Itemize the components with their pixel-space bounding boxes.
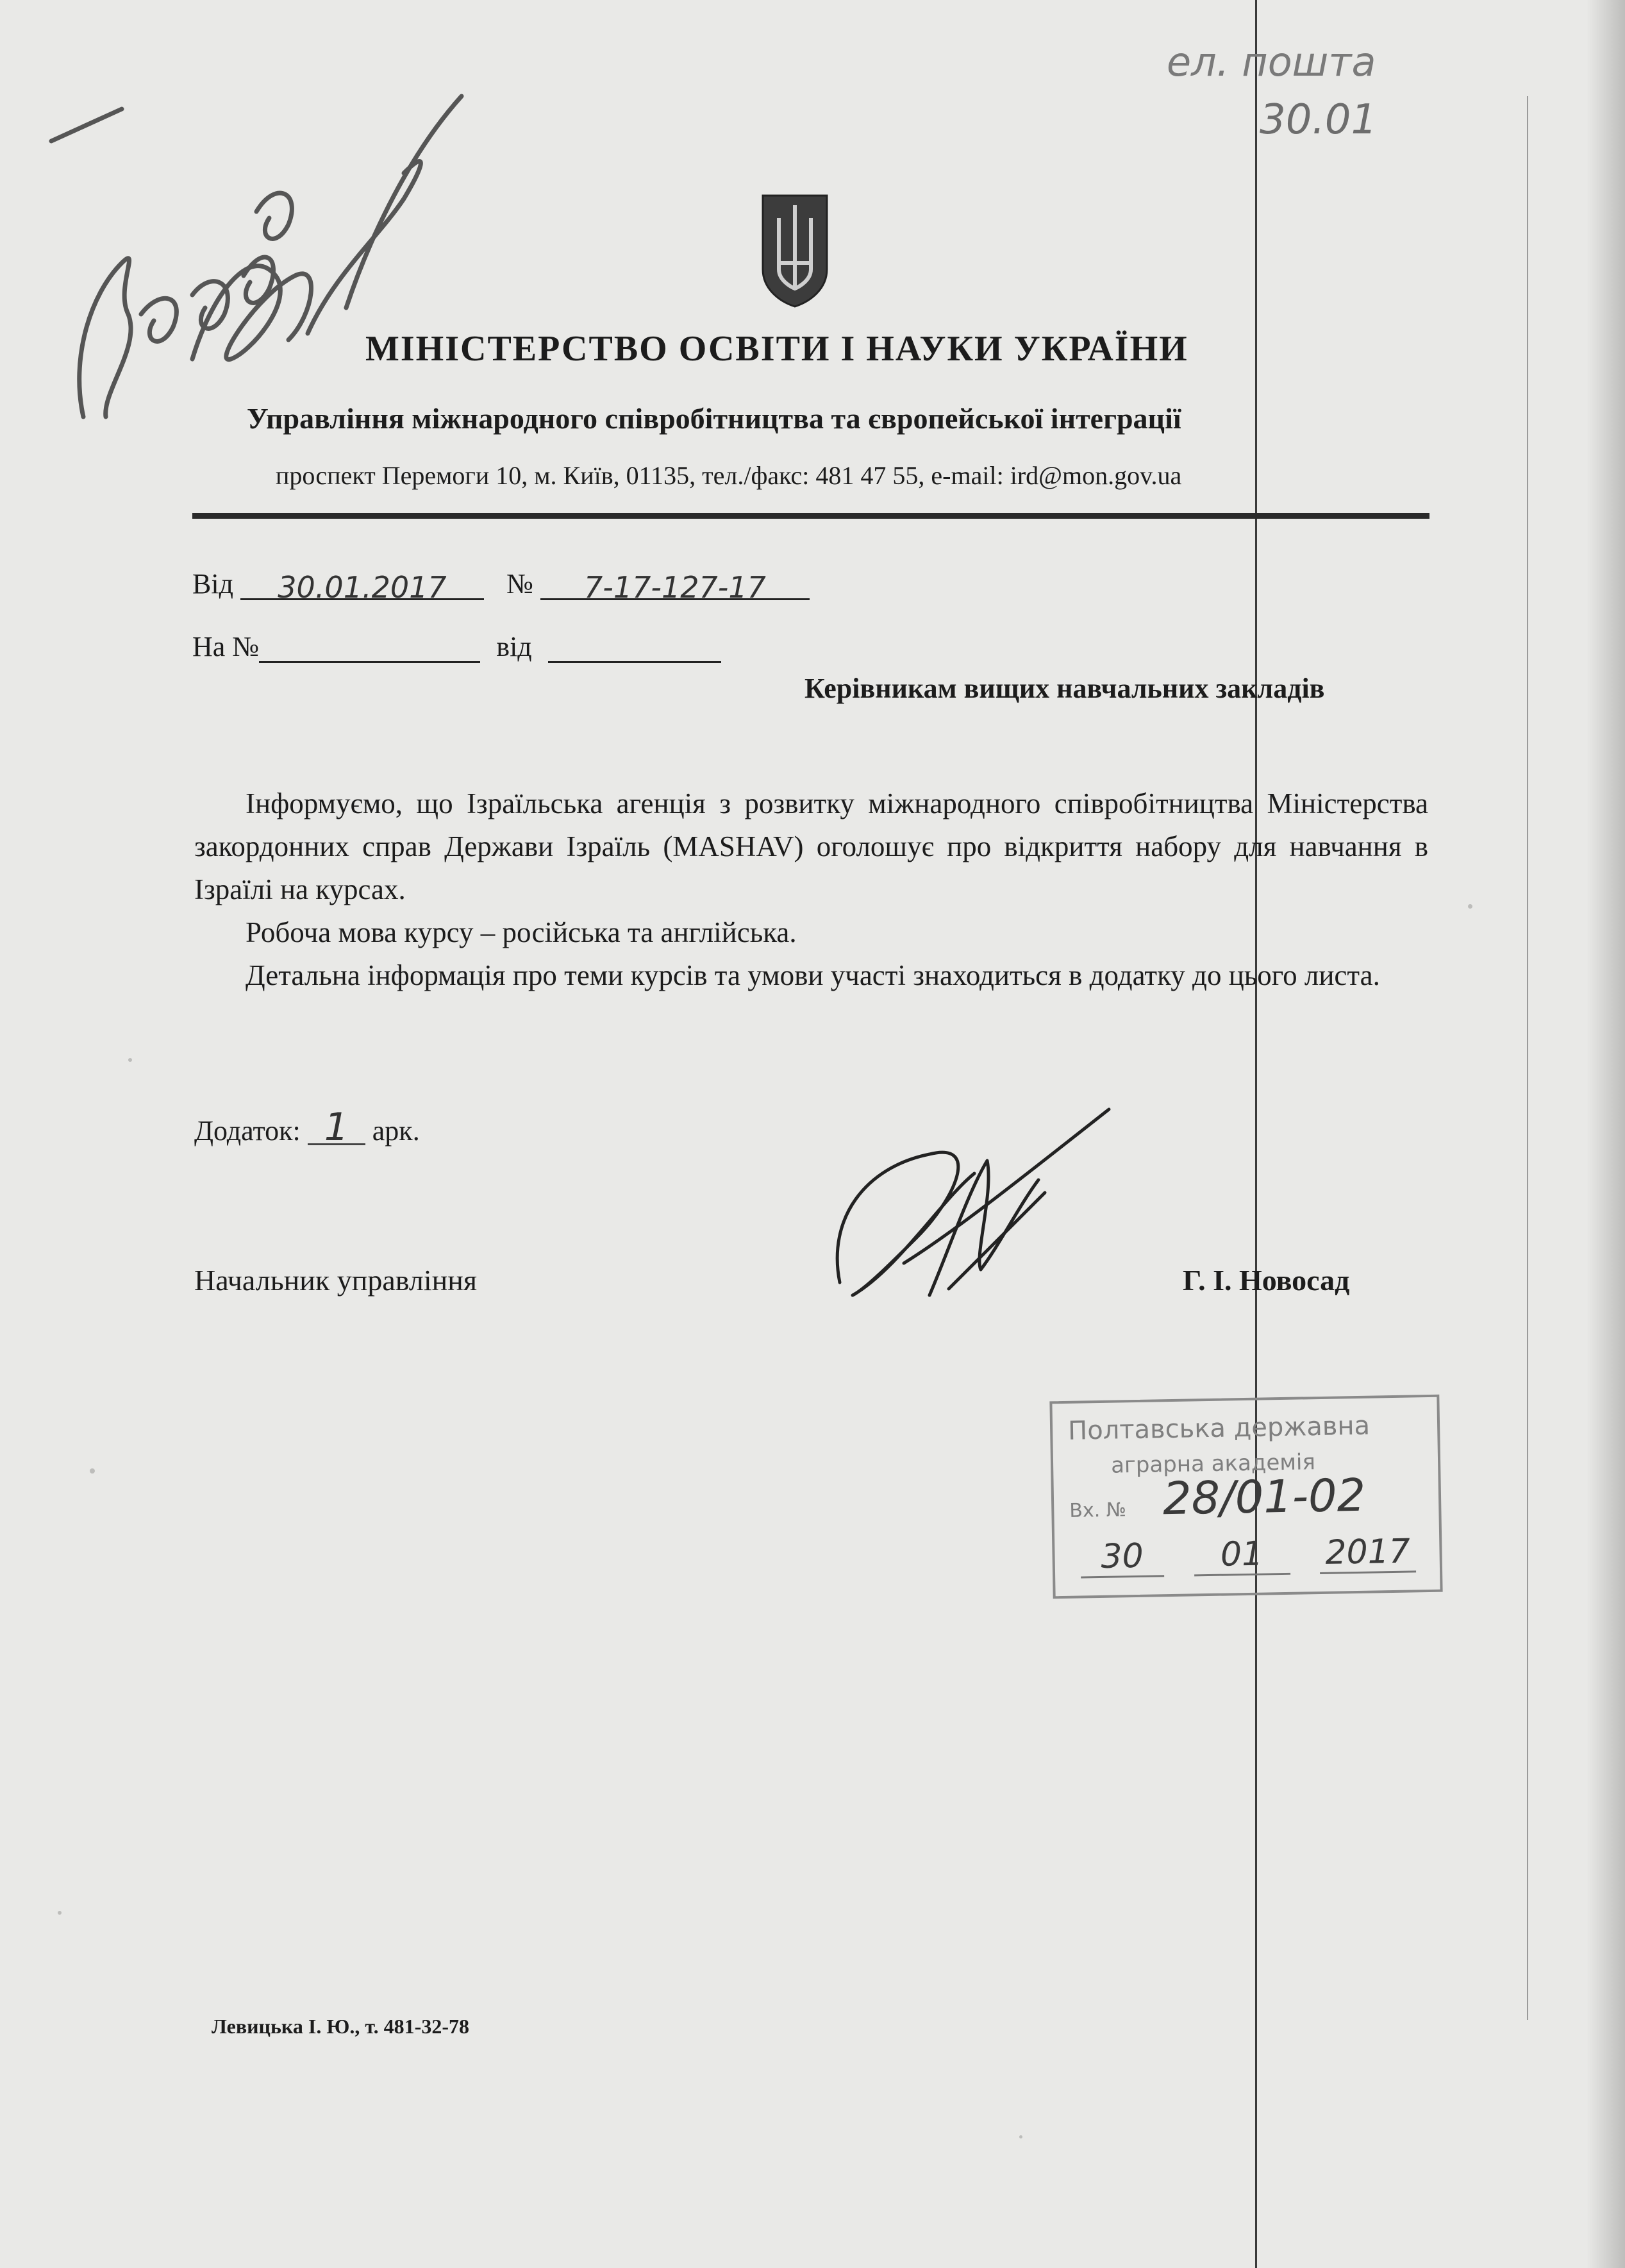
scan-edge-shadow [1587, 0, 1625, 2268]
attachment-label: Додаток: [194, 1115, 301, 1147]
attachment-line [194, 1105, 420, 1150]
stamp-year: 2017 [1319, 1532, 1416, 1574]
coat-of-arms-icon [760, 192, 830, 308]
stamp-in-number: 28/01-02 [1162, 1468, 1366, 1525]
attachment-count: 1 [308, 1111, 365, 1145]
scan-speck [1468, 904, 1472, 909]
recipient: Керівникам вищих навчальних закладів [804, 673, 1325, 704]
ministry-address: проспект Перемоги 10, м. Київ, 01135, тел./факс: 481 47 55, e-mail: ird@mon.gov.ua [276, 461, 1182, 490]
body-paragraph-3: Детальна інформація про теми курсів та умови участі знаходиться в додатку до цього листа. [246, 959, 1380, 991]
outgoing-number: 7-17-127-17 [540, 570, 810, 600]
incoming-reference [192, 630, 721, 663]
attachment-unit: арк. [372, 1115, 420, 1147]
reply-number-blank [259, 633, 480, 663]
handwritten-margin-note: ел. пошта [1167, 38, 1376, 85]
reply-number-label: На № [192, 631, 260, 662]
department-name: Управління міжнародного співробітництва та європейської інтеграції [247, 402, 1181, 435]
executor-contact: Левицька І. Ю., т. 481-32-78 [212, 2015, 469, 2038]
stamp-org-line2: аграрна академія [1110, 1449, 1316, 1479]
ministry-title: МІНІСТЕРСТВО ОСВІТИ І НАУКИ УКРАЇНИ [365, 329, 1188, 369]
scan-speck [128, 1058, 132, 1062]
reply-date-label: від [496, 631, 532, 662]
scan-speck [1019, 2135, 1022, 2138]
handwritten-resolution [45, 83, 494, 442]
body-paragraph-1: Інформуємо, що Ізраїльська агенція з розвитку міжнародного співробітництва Міністерства закордонних справ Держави Ізраїль (MASHAV) оголошує про відкриття набору для навчання в Ізраїлі на курсах. [194, 787, 1428, 905]
number-label: № [506, 568, 533, 600]
stamp-day: 30 [1080, 1536, 1164, 1578]
reply-date-blank [548, 633, 721, 663]
scan-speck [90, 1468, 95, 1474]
scan-artifact-line-faint [1527, 96, 1528, 2020]
body-paragraph-2: Робоча мова курсу – російська та англійська. [246, 916, 797, 948]
signatory-title: Начальник управління [194, 1264, 478, 1297]
signatory-name: Г. І. Новосад [1183, 1264, 1350, 1297]
handwritten-signature [827, 1103, 1115, 1315]
stamp-date [1080, 1532, 1414, 1578]
registration-stamp [1049, 1395, 1442, 1599]
outgoing-reference [192, 567, 810, 605]
stamp-month: 01 [1194, 1534, 1290, 1577]
outgoing-date: 30.01.2017 [240, 570, 484, 600]
from-label: Від [192, 568, 233, 600]
handwritten-margin-date: 30.01 [1260, 96, 1378, 144]
scan-speck [58, 1911, 62, 1915]
stamp-in-label: Вх. № [1069, 1499, 1127, 1522]
stamp-org-line1: Полтавська державна [1067, 1411, 1371, 1446]
header-divider [192, 513, 1429, 519]
